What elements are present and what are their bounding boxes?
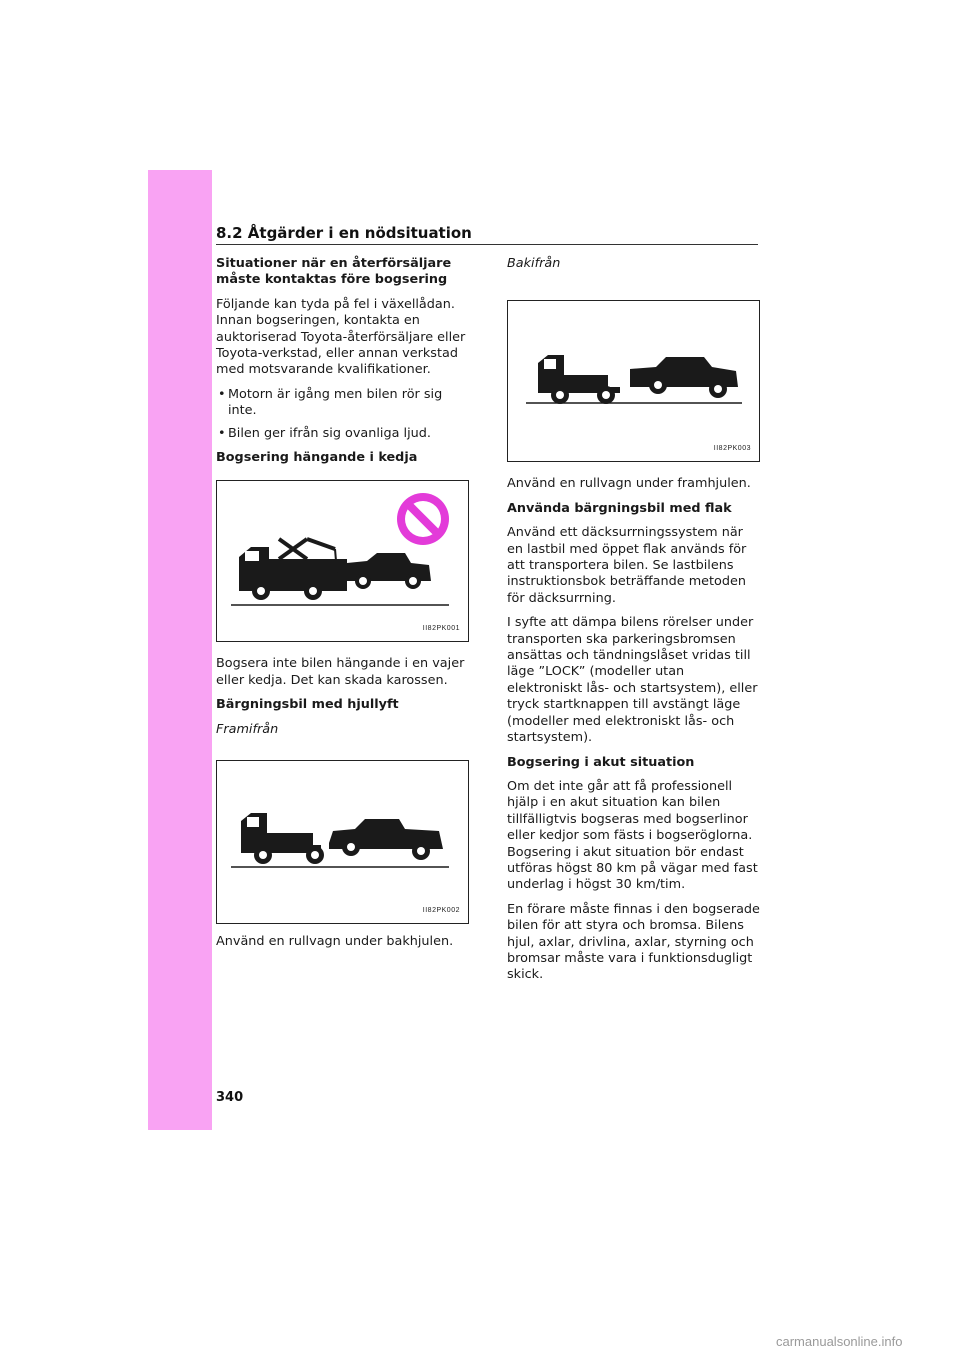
label-front-view: Framifrån [216,721,279,737]
figure-front-view [216,760,469,924]
heading-flatbed: Använda bärgningsbil med flak [507,500,732,516]
paragraph-front-dolly: Använd en rullvagn under framhjulen. [507,476,751,492]
towed-pickup-icon [630,357,738,398]
bullet-list [216,387,470,442]
tow-truck-icon [241,813,324,864]
paragraph-rear-dolly: Använd en rullvagn under bakhjulen. [216,934,454,950]
rear-wheel-lift-illustration [508,301,759,461]
heading-emergency: Bogsering i akut situation [507,754,695,770]
heading-wheel-lift: Bärgningsbil med hjullyft [216,697,399,713]
list-item: • Motorn är igång men bilen rör sig inte. [216,387,470,420]
chain-towing-illustration [217,481,468,641]
front-wheel-lift-illustration [217,761,468,923]
left-column [216,256,470,959]
figure-code: II82PK001 [422,625,460,633]
paragraph-flatbed-1: Använd ett däcksurrningssystem när en lastbil med öppet flak används för att transportera bilen. Se lastbilens instruktionsbok beträffande metoden för däcksurrning. [507,525,747,606]
towed-pickup-icon [345,553,431,589]
heading-dealer: Situationer när en återförsäljare måste kontaktas före bogsering [216,256,452,288]
tow-truck-icon [239,539,347,600]
paragraph-emergency-1: Om det inte går att få professionell hjälp i en akut situation kan bilen tillfälligtvis bogseras med bogserlinor eller kedjor som fästs i bogseröglorna. Bogsering i akut situation bör endast utföras högst 80 km på vägar med fast underlag i högst 30 km/tim. [507,778,758,893]
figure-rear-view [507,300,760,462]
paragraph-flatbed-2: I syfte att dämpa bilens rörelser under transporten ska parkeringsbromsen ansättas och tändningslåset vridas till läge ”LOCK” (modeller utan elektroniskt lås- och startsystem), eller tryck startknappen till avstängt läge (modeller med elektroniskt lås- och startsystem). [507,615,758,746]
heading-chain: Bogsering hängande i kedja [216,450,418,466]
header-rule [216,244,758,245]
right-column [507,256,761,992]
figure-code: II82PK003 [713,445,751,452]
label-rear-view: Bakifrån [507,256,561,271]
paragraph-chain: Bogsera inte bilen hängande i en vajer eller kedja. Det kan skada karossen. [216,656,465,688]
chapter-sidebar-tab [148,170,212,1130]
figure-chain-towing [216,480,469,642]
paragraph-emergency-2: En förare måste finnas i den bogserade bilen för att styra och bromsa. Bilens hjul, axlar, drivlina, axlar, styrning och bromsar måste vara i funktionsdugligt skick. [507,901,760,983]
list-item: • Bilen ger ifrån sig ovanliga ljud. [216,426,470,442]
section-title: 8.2 Åtgärder i en nödsituation [216,224,472,242]
page-number: 340 [216,1090,244,1105]
paragraph-dealer: Följande kan tyda på fel i växellådan. Innan bogseringen, kontakta en auktoriserad Toyota-återförsäljare eller Toyota-verkstad, eller annan verkstad med motsvarande kvalifikationer. [216,296,466,378]
tow-truck-icon [538,355,620,404]
figure-code: II82PK002 [422,906,460,914]
towed-pickup-icon [329,819,443,860]
watermark: carmanualsonline.info [776,1334,903,1349]
